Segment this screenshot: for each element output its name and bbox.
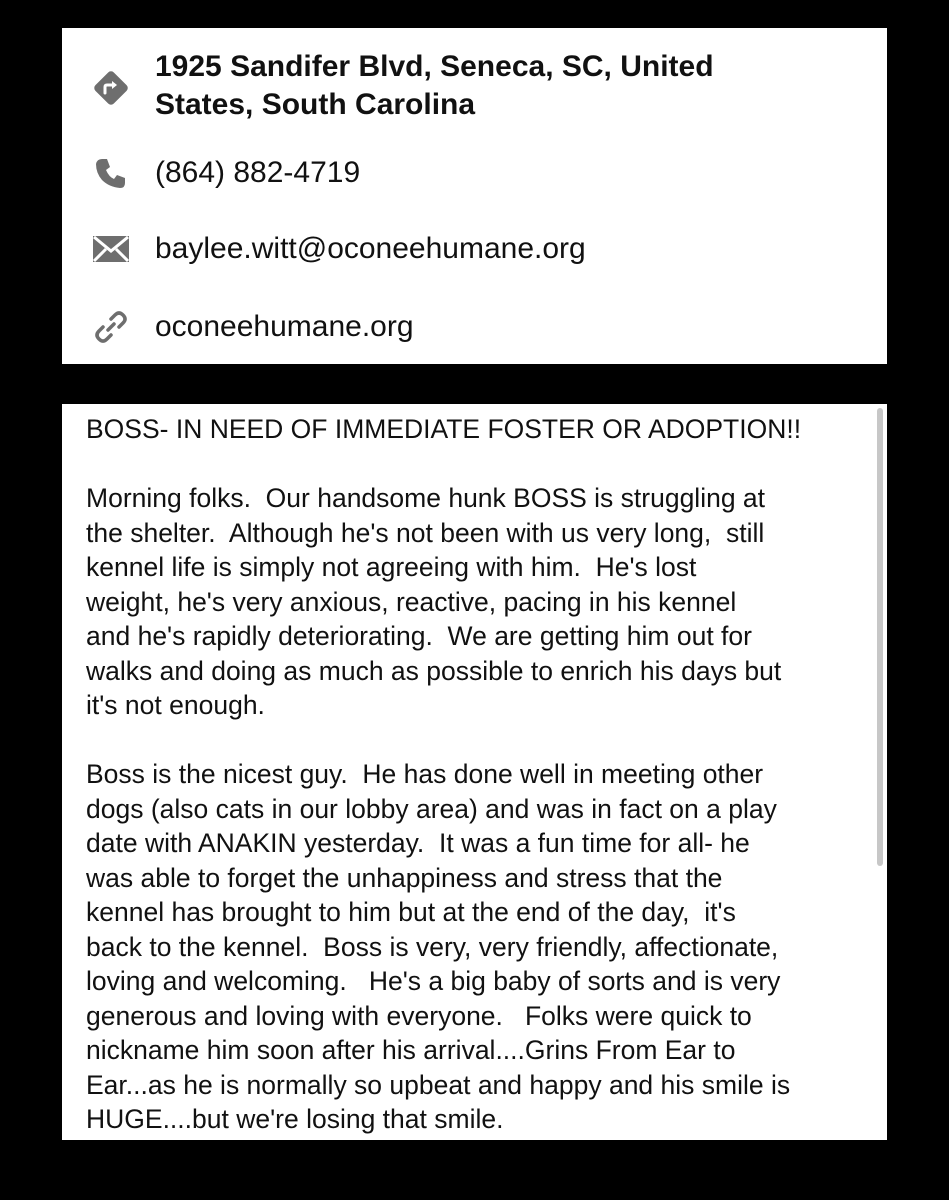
post-line <box>86 447 876 482</box>
link-icon <box>90 306 132 348</box>
post-line: walks and doing as much as possible to enrich his days but <box>86 655 782 686</box>
post-line: loving and welcoming. He's a big baby of sorts and is very <box>86 966 781 996</box>
post-card[interactable] <box>62 404 887 1140</box>
post-line: back to the kennel. Boss is very, very friendly, affectionate, <box>86 931 779 962</box>
post-line: kennel has brought to him but at the end of the day, it's <box>86 897 736 927</box>
address-text <box>155 48 847 124</box>
post-line: date with ANAKIN yesterday. It was a fun time for all- he <box>86 828 750 858</box>
post-line: and he's rapidly deteriorating. We are getting him out for <box>86 621 752 651</box>
post-line: was able to forget the unhappiness and stress that the <box>86 862 723 893</box>
post-line: nickname him soon after his arrival....Grins From Ear to <box>86 1035 736 1065</box>
envelope-icon <box>90 228 132 270</box>
post-line: the shelter. Although he's not been with us very long, still <box>86 517 765 548</box>
post-line: kennel life is simply not agreeing with him. He's lost <box>86 552 697 582</box>
phone-icon <box>90 152 132 194</box>
email-text: baylee.witt@oconeehumane.org <box>155 232 586 265</box>
post-line: HUGE....but we're losing that smile. <box>86 1104 504 1134</box>
post-line: weight, he's very anxious, reactive, pacing in his kennel <box>86 586 737 617</box>
post-line: BOSS- IN NEED OF IMMEDIATE FOSTER OR ADOPTION!! <box>86 414 802 444</box>
post-line: generous and loving with everyone. Folks were quick to <box>86 1000 752 1031</box>
phone-text: (864) 882-4719 <box>155 156 361 189</box>
directions-icon <box>90 67 132 109</box>
post-body <box>86 412 876 1137</box>
address-line-1: 1925 Sandifer Blvd, Seneca, SC, United <box>155 50 714 83</box>
contact-info-card <box>62 28 887 364</box>
post-line: Ear...as he is normally so upbeat and happy and his smile is <box>86 1069 791 1100</box>
address-line-2: States, South Carolina <box>155 88 476 121</box>
post-line: Boss is the nicest guy. He has done well in meeting other <box>86 759 764 789</box>
post-line <box>86 723 876 758</box>
scrollbar[interactable] <box>877 408 883 866</box>
post-line: dogs (also cats in our lobby area) and was in fact on a play <box>86 793 777 824</box>
post-line: Morning folks. Our handsome hunk BOSS is struggling at <box>86 483 766 513</box>
post-line: it's not enough. <box>86 690 265 720</box>
website-text: oconeehumane.org <box>155 310 414 343</box>
